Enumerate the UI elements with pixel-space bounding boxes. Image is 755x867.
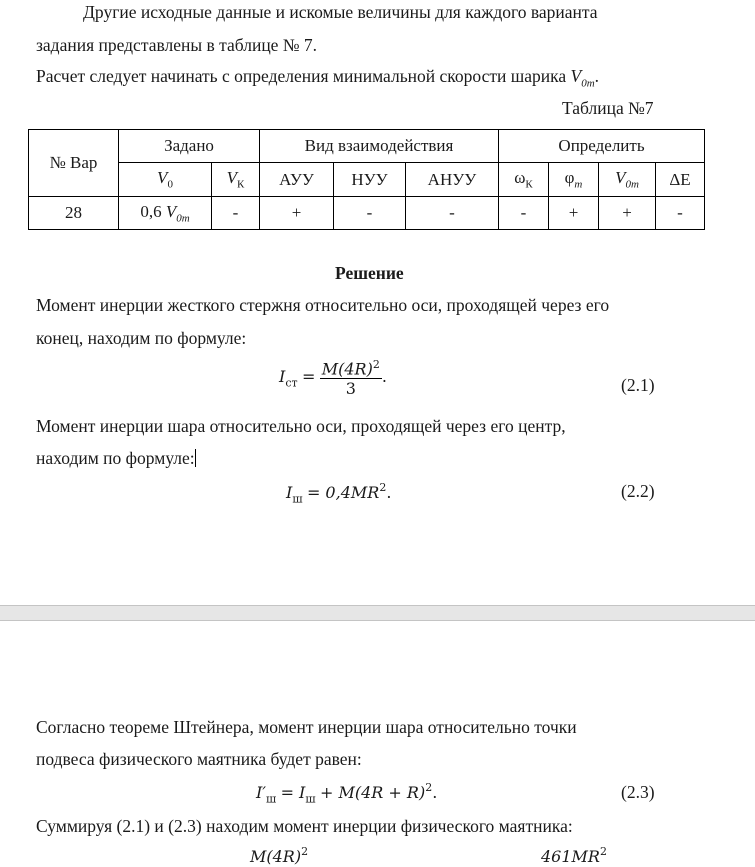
page-break bbox=[0, 605, 755, 621]
para1-line-2: конец, находим по формуле: bbox=[36, 328, 247, 348]
intro-line-3-end: . bbox=[594, 66, 600, 86]
header-determine: Определить bbox=[499, 130, 705, 163]
equation-number-2-3: (2.3) bbox=[621, 782, 655, 802]
intro-line-1: Другие исходные данные и искомые величины для каждого варианта bbox=[83, 2, 598, 22]
col-v0m: $V_{0m}$ bbox=[599, 163, 656, 197]
header-interaction: Вид взаимодействия bbox=[260, 130, 499, 163]
cell-v0: 0,6 $V_{0m}$ bbox=[119, 197, 212, 230]
col-phi-m: $\varphi_m$ bbox=[549, 163, 599, 197]
para2-line-2: находим по формуле: bbox=[36, 448, 195, 468]
intro-line-3 bbox=[36, 66, 599, 90]
text-cursor bbox=[195, 449, 196, 467]
cell-v0m: + bbox=[599, 197, 656, 230]
para4-line-1: Суммируя (2.1) и (2.3) находим момент инерции физического маятника: bbox=[36, 816, 573, 836]
equation-2-2: $I_ш = 0,4MR^2$. bbox=[286, 481, 392, 506]
solution-heading: Решение bbox=[335, 263, 404, 283]
para2-line-1: Момент инерции шара относительно оси, проходящей через его центр, bbox=[36, 416, 566, 436]
para1-line-1: Момент инерции жесткого стержня относительно оси, проходящей через его bbox=[36, 295, 610, 315]
cell-delta-e: - bbox=[656, 197, 705, 230]
table-caption: Таблица №7 bbox=[562, 98, 654, 118]
intro-var-sub: 0m bbox=[581, 77, 595, 90]
col-vk: $V_К$ bbox=[212, 163, 260, 197]
cell-nuu: - bbox=[334, 197, 406, 230]
cell-auu: + bbox=[260, 197, 334, 230]
para3-line-2: подвеса физического маятника будет равен: bbox=[36, 749, 362, 769]
intro-line-2: задания представлены в таблице № 7. bbox=[36, 35, 318, 55]
equation-2-1: $I_{ст}$ = $\frac{M(4R)^2}{3}$ . bbox=[279, 358, 387, 399]
cell-anuu: - bbox=[406, 197, 499, 230]
col-anuu: АНУУ bbox=[406, 163, 499, 197]
col-delta-e: ΔE bbox=[656, 163, 705, 197]
intro-var: V bbox=[570, 66, 582, 86]
cell-phi-m: + bbox=[549, 197, 599, 230]
cell-var: 28 bbox=[29, 197, 119, 230]
intro-line-3-text: Расчет следует начинать с определения минимальной скорости шарика bbox=[36, 66, 567, 86]
variant-table bbox=[28, 129, 705, 230]
cell-vk: - bbox=[212, 197, 260, 230]
equation-2-3: $I'_ш = I_ш + M(4R + R)^2$. bbox=[256, 781, 438, 806]
para3-line-1: Согласно теореме Штейнера, момент инерции шара относительно точки bbox=[36, 717, 577, 737]
header-given: Задано bbox=[119, 130, 260, 163]
table-row bbox=[29, 197, 705, 230]
col-auu: АУУ bbox=[260, 163, 334, 197]
col-omega-k: $\omega_К$ bbox=[499, 163, 549, 197]
col-v0: $V_0$ bbox=[119, 163, 212, 197]
col-nuu: НУУ bbox=[334, 163, 406, 197]
equation-number-2-1: (2.1) bbox=[621, 375, 655, 395]
equation-2-4-numerator-left: $M(4R)^2$ bbox=[250, 845, 309, 866]
cell-omega-k: - bbox=[499, 197, 549, 230]
equation-2-4-numerator-right: $461MR^2$ bbox=[541, 845, 607, 866]
equation-number-2-2: (2.2) bbox=[621, 481, 655, 501]
header-var: № Вар bbox=[29, 130, 119, 197]
